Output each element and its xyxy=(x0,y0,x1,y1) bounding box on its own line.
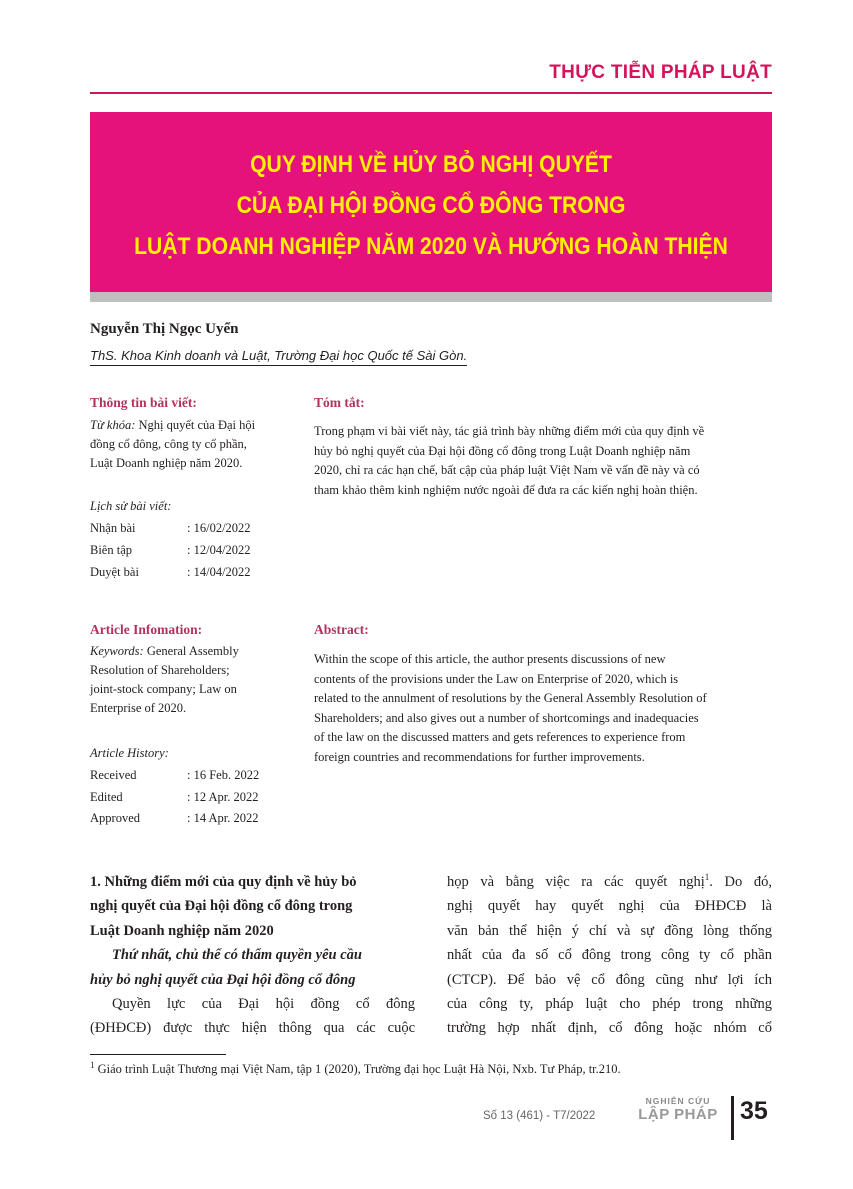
body-line: (ĐHĐCĐ) được thực hiện thông qua các cuộc xyxy=(90,1020,415,1037)
subheading-line: hủy bỏ nghị quyết của Đại hội đồng cổ đông xyxy=(90,971,356,988)
section-heading xyxy=(90,870,415,943)
history-date: : 16 Feb. 2022 xyxy=(187,768,260,782)
vi-info-heading: Thông tin bài viết: xyxy=(90,395,197,410)
history-date: : 12/04/2022 xyxy=(187,543,251,557)
body-line: văn bản thể hiện ý chí và sự đồng lòng thống xyxy=(447,922,772,939)
history-row xyxy=(90,565,290,583)
footnote xyxy=(90,1059,621,1077)
history-label: Received xyxy=(90,768,137,782)
keywords-text: General Assembly xyxy=(143,644,239,658)
history-label: Nhận bài xyxy=(90,521,136,535)
article-title xyxy=(131,144,731,267)
keywords-text: Resolution of Shareholders; xyxy=(90,663,230,677)
section-divider xyxy=(90,92,772,94)
keywords-text: Luật Doanh nghiệp năm 2020. xyxy=(90,456,243,470)
journal-brand-top: NGHIÊN CỨU xyxy=(645,1096,711,1106)
body-line: của công ty, pháp luật cho phép trong những xyxy=(447,996,772,1013)
abstract-line: Within the scope of this article, the author presents discussions of new xyxy=(314,652,666,666)
heading-line: nghị quyết của Đại hội đồng cổ đông trong xyxy=(90,898,353,915)
title-line: LUẬT DOANH NGHIỆP NĂM 2020 VÀ HƯỚNG HOÀN THIỆN xyxy=(134,233,728,260)
issue-info: Số 13 (461) - T7/2022 xyxy=(483,1110,596,1122)
footnote-ref: 1 xyxy=(704,872,710,883)
history-date: : 14/04/2022 xyxy=(187,565,251,579)
history-label: Duyệt bài xyxy=(90,565,139,579)
abstract-line: foreign countries and recommendations for further improvements. xyxy=(314,749,645,764)
title-line: CỦA ĐẠI HỘI ĐỒNG CỔ ĐÔNG TRONG xyxy=(236,192,626,219)
subheading-line: Thứ nhất, chủ thể có thẩm quyền yêu cầu xyxy=(112,947,362,964)
en-info-heading: Article Infomation: xyxy=(90,622,203,637)
abstract-line: contents of the provisions under the Law on Enterprise of 2020, which is xyxy=(314,671,679,686)
journal-brand: LẬP PHÁP xyxy=(638,1106,718,1123)
en-keywords-label: Keywords: xyxy=(90,644,144,658)
abstract-line: related to the annulment of resolutions by the General Assembly Resolution of xyxy=(314,691,707,705)
title-line: QUY ĐỊNH VỀ HỦY BỎ NGHỊ QUYẾT xyxy=(250,151,612,178)
body-paragraph xyxy=(90,992,415,1041)
keywords-text: đồng cổ đông, công ty cổ phần, xyxy=(90,437,247,451)
heading-line: 1. Những điểm mới của quy định về hủy bỏ xyxy=(90,874,357,890)
vi-history-heading: Lịch sử bài viết: xyxy=(90,499,172,513)
author-affiliation: ThS. Khoa Kinh doanh và Luật, Trường Đại học Quốc tế Sài Gòn. xyxy=(90,348,467,366)
summary-line: 2020, chỉ ra các hạn chế, bất cập của pháp luật Việt Nam về vấn đề này và có xyxy=(314,463,700,477)
body-left-column xyxy=(90,870,415,1041)
history-label: Biên tập xyxy=(90,543,133,557)
title-banner-shadow xyxy=(90,292,772,302)
en-abstract-heading: Abstract: xyxy=(314,622,369,637)
body-line: trường hợp nhất định, cổ đông hoặc nhóm cổ xyxy=(447,1020,772,1037)
history-label: Edited xyxy=(90,790,123,804)
author-name: Nguyễn Thị Ngọc Uyển xyxy=(90,321,239,337)
vi-keywords-label: Từ khóa: xyxy=(90,418,136,432)
en-abstract-text xyxy=(314,650,772,767)
summary-line: Trong phạm vi bài viết này, tác giả trình bày những điểm mới của quy định về xyxy=(314,424,705,438)
en-history-heading: Article History: xyxy=(90,746,169,760)
section-label: THỰC TIỄN PHÁP LUẬT xyxy=(549,62,772,83)
subsection-heading xyxy=(90,943,415,992)
body-right-column xyxy=(447,870,772,1041)
keywords-text: joint-stock company; Law on xyxy=(90,682,237,696)
body-line: nhất của đa số cổ đông trong công ty cổ phần xyxy=(447,947,772,964)
history-row xyxy=(90,768,290,786)
footer-divider xyxy=(731,1096,734,1140)
page-number: 35 xyxy=(740,1097,768,1125)
vi-keywords xyxy=(90,416,286,473)
body-line: (CTCP). Để bảo vệ cổ đông cũng như lợi ích xyxy=(447,971,772,988)
history-date: : 16/02/2022 xyxy=(187,521,251,535)
history-row xyxy=(90,543,290,561)
history-row xyxy=(90,790,290,808)
body-line: nghị quyết hay quyết nghị của ĐHĐCĐ là xyxy=(447,898,772,915)
vi-summary-text xyxy=(314,422,772,500)
abstract-line: Shareholders; and also gives out a number of shortcomings and inadequacies xyxy=(314,710,699,725)
summary-line: hủy bỏ nghị quyết của Đại hội đồng cổ đông trong Luật Doanh nghiệp năm xyxy=(314,443,691,458)
vi-summary-heading: Tóm tắt: xyxy=(314,395,365,410)
footnote-marker: 1 xyxy=(90,1059,95,1070)
history-date: : 12 Apr. 2022 xyxy=(187,790,259,804)
footnote-text: Giáo trình Luật Thương mại Việt Nam, tập 1 (2020), Trường đại học Luật Hà Nội, Nxb. Tư Pháp, tr.210. xyxy=(94,1062,621,1076)
history-row xyxy=(90,811,290,829)
abstract-line: of the law on the discussed matters and gets references to experience from xyxy=(314,730,686,744)
keywords-text: Nghị quyết của Đại hội xyxy=(135,418,256,432)
body-line: họp và bằng việc ra các quyết nghị$^1$. Do đó, xyxy=(447,872,772,890)
history-row xyxy=(90,521,290,539)
summary-line: tham khảo thêm kinh nghiệm nước ngoài để đưa ra các kiến nghị hoàn thiện. xyxy=(314,482,698,497)
footnote-divider xyxy=(90,1054,226,1055)
history-date: : 14 Apr. 2022 xyxy=(187,811,259,825)
heading-line: Luật Doanh nghiệp năm 2020 xyxy=(90,922,274,939)
keywords-text: Enterprise of 2020. xyxy=(90,701,187,715)
history-label: Approved xyxy=(90,811,140,825)
en-keywords xyxy=(90,642,286,718)
body-line: Quyền lực của Đại hội đồng cổ đông xyxy=(112,996,415,1013)
